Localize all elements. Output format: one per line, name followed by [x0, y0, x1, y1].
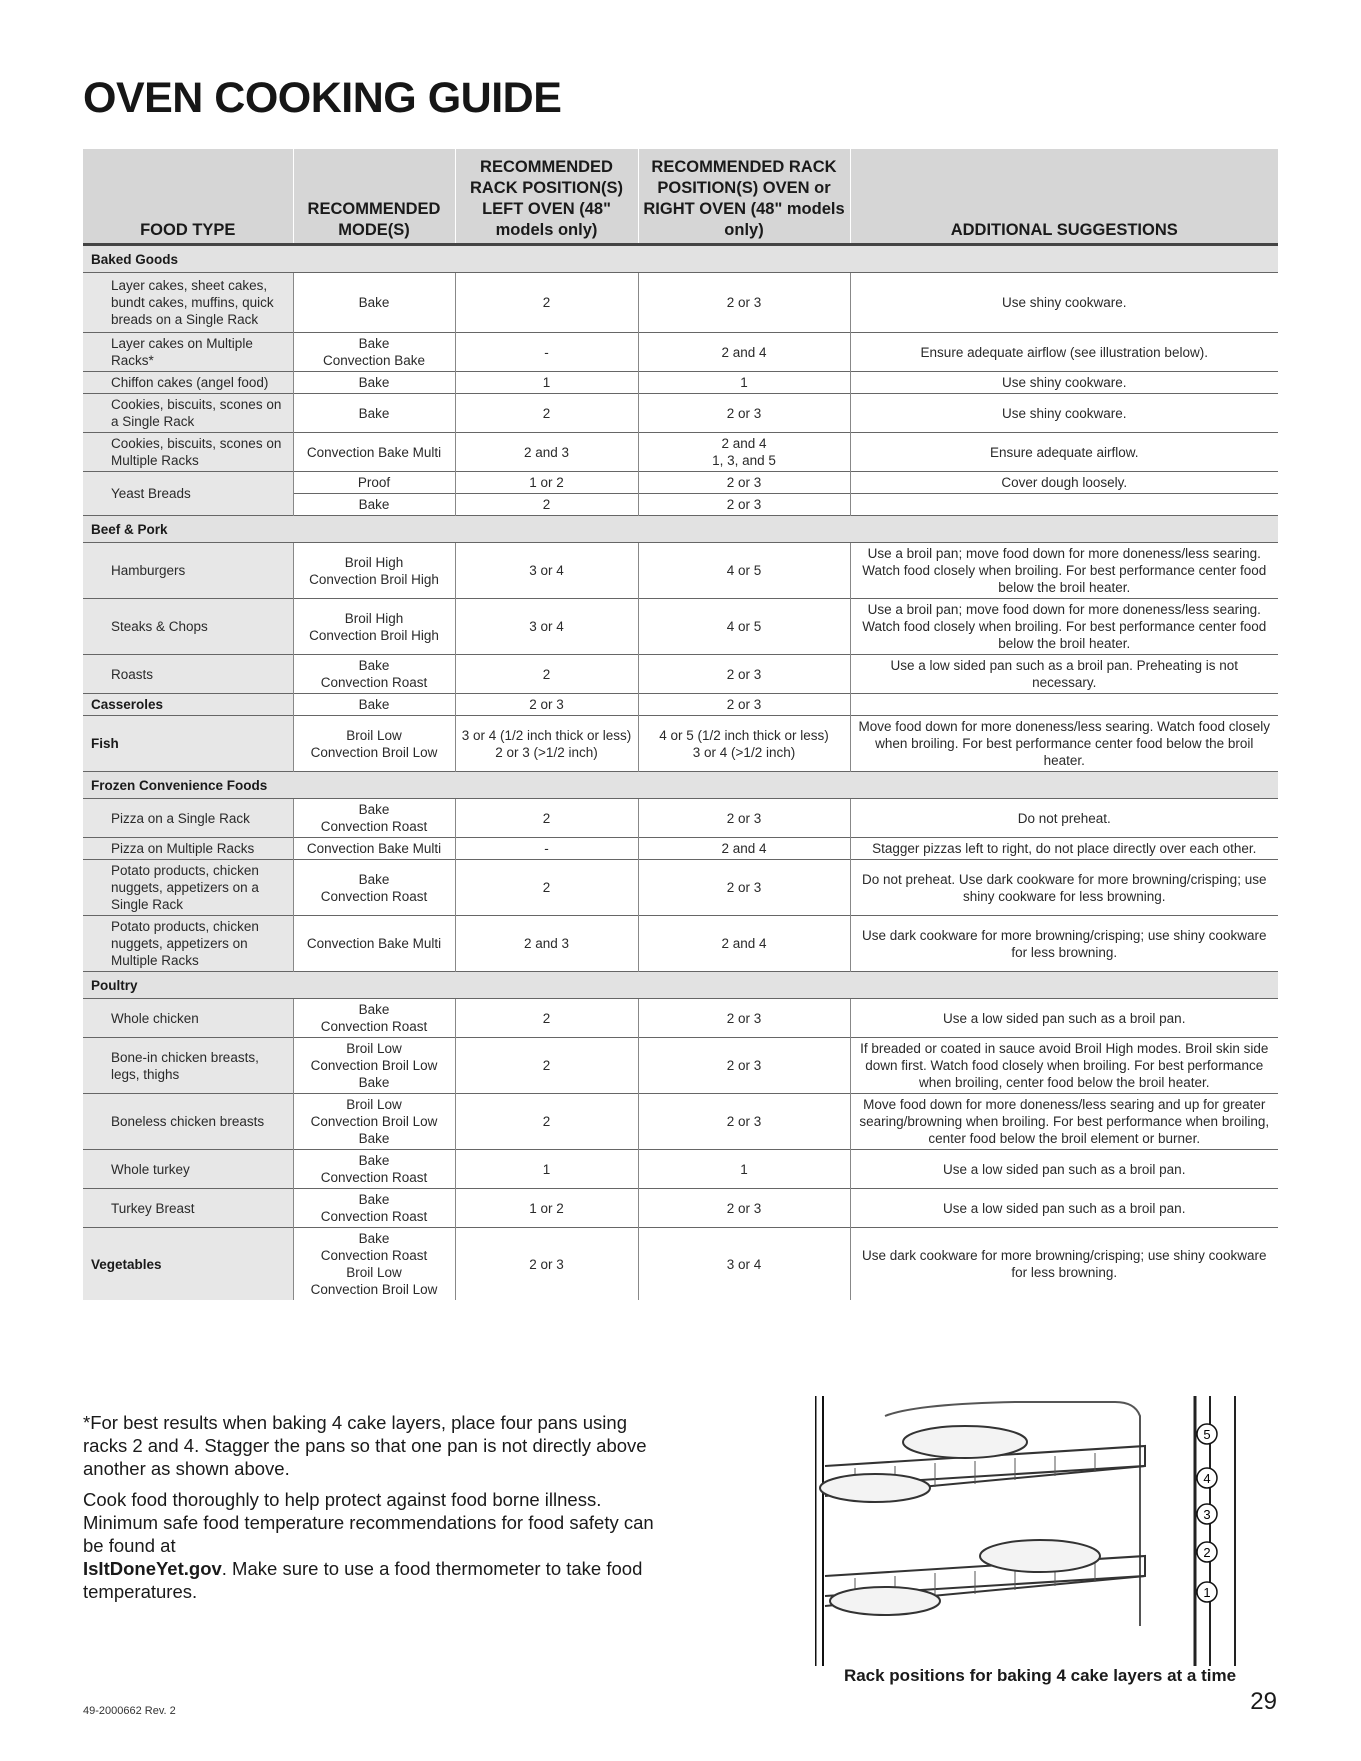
mode-cell: Bake [293, 372, 455, 394]
suggestion-cell: Use a broil pan; move food down for more doneness/less searing. Watch food closely when broiling. For best performance center food below the broil heater. [850, 599, 1278, 655]
suggestion-cell: Use dark cookware for more browning/crisping; use shiny cookware for less browning. [850, 916, 1278, 972]
rack-number-label: 5 [1203, 1427, 1211, 1442]
mode-cell: Broil Low Convection Broil Low Bake [293, 1094, 455, 1150]
mode-cell: Bake Convection Roast [293, 860, 455, 916]
food-type-cell: Casseroles [83, 694, 293, 716]
right-oven-cell: 2 or 3 [638, 494, 850, 516]
cooking-guide-table [83, 149, 1278, 1300]
suggestion-cell: Stagger pizzas left to right, do not place directly over each other. [850, 838, 1278, 860]
footnote-cake-layers: *For best results when baking 4 cake layers, place four pans using racks 2 and 4. Stagger the pans so that one pan is not directly above another as shown above. [83, 1412, 647, 1479]
table-row [83, 1094, 1278, 1150]
food-type-cell: Steaks & Chops [83, 599, 293, 655]
table-row [83, 694, 1278, 716]
left-oven-cell: 2 and 3 [455, 916, 638, 972]
right-oven-cell: 2 and 4 1, 3, and 5 [638, 433, 850, 472]
food-type-cell: Vegetables [83, 1228, 293, 1301]
mode-cell: Convection Bake Multi [293, 916, 455, 972]
left-oven-cell: 2 or 3 [455, 1228, 638, 1301]
mode-cell: Broil Low Convection Broil Low [293, 716, 455, 772]
table-row [83, 1228, 1278, 1301]
left-oven-cell: 2 [455, 799, 638, 838]
suggestion-cell: Cover dough loosely. [850, 472, 1278, 494]
left-oven-cell: - [455, 333, 638, 372]
suggestion-cell [850, 494, 1278, 516]
header-food-type: FOOD TYPE [83, 149, 293, 245]
page-title: OVEN COOKING GUIDE [83, 74, 562, 122]
rack-position-illustration [815, 1396, 1265, 1666]
food-type-cell: Pizza on Multiple Racks [83, 838, 293, 860]
food-type-cell: Bone-in chicken breasts, legs, thighs [83, 1038, 293, 1094]
footnote [83, 1411, 663, 1611]
rack-number-label: 1 [1203, 1585, 1211, 1600]
right-oven-cell: 4 or 5 [638, 543, 850, 599]
left-oven-cell: 2 and 3 [455, 433, 638, 472]
rack-number-label: 3 [1203, 1507, 1211, 1522]
right-oven-cell: 4 or 5 (1/2 inch thick or less) 3 or 4 (>1/2 inch) [638, 716, 850, 772]
table-row [83, 372, 1278, 394]
mode-cell: Bake Convection Bake [293, 333, 455, 372]
mode-cell: Proof [293, 472, 455, 494]
right-oven-cell: 2 or 3 [638, 655, 850, 694]
table-row [83, 916, 1278, 972]
right-oven-cell: 2 and 4 [638, 333, 850, 372]
suggestion-cell [850, 694, 1278, 716]
food-type-cell: Layer cakes on Multiple Racks* [83, 333, 293, 372]
footnote-food-safety: Cook food thoroughly to help protect against food borne illness. Minimum safe food temperature recommendations for food safety can be found at IsItDoneYet.gov. Make sure to use a food thermometer to take food temperatures. [83, 1489, 654, 1602]
category-row [83, 245, 1278, 273]
table-row [83, 273, 1278, 333]
food-type-cell: Cookies, biscuits, scones on Multiple Racks [83, 433, 293, 472]
left-oven-cell: 3 or 4 [455, 543, 638, 599]
table-row [83, 1189, 1278, 1228]
right-oven-cell: 2 or 3 [638, 694, 850, 716]
table-row [83, 433, 1278, 472]
mode-cell: Bake Convection Roast [293, 655, 455, 694]
suggestion-cell: Use shiny cookware. [850, 273, 1278, 333]
food-type-cell: Potato products, chicken nuggets, appetizers on Multiple Racks [83, 916, 293, 972]
suggestion-cell: Use a low sided pan such as a broil pan. [850, 1189, 1278, 1228]
mode-cell: Convection Bake Multi [293, 838, 455, 860]
left-oven-cell: 2 [455, 999, 638, 1038]
right-oven-cell: 2 and 4 [638, 838, 850, 860]
right-oven-cell: 2 or 3 [638, 999, 850, 1038]
rack-number-labels [1197, 1424, 1217, 1602]
mode-cell: Broil High Convection Broil High [293, 543, 455, 599]
right-oven-cell: 2 or 3 [638, 472, 850, 494]
table-row [83, 394, 1278, 433]
mode-cell: Bake Convection Roast [293, 1189, 455, 1228]
table-row [83, 543, 1278, 599]
right-oven-cell: 2 or 3 [638, 1094, 850, 1150]
mode-cell: Bake Convection Roast Broil Low Convection Broil Low [293, 1228, 455, 1301]
right-oven-cell: 1 [638, 1150, 850, 1189]
category-label: Beef & Pork [83, 516, 1278, 543]
rack-number-label: 4 [1203, 1471, 1211, 1486]
left-oven-cell: 1 [455, 372, 638, 394]
header-left-oven: RECOMMENDED RACK POSITION(S) LEFT OVEN (48" models only) [455, 149, 638, 245]
rack-number-label: 2 [1203, 1545, 1211, 1560]
header-right-oven: RECOMMENDED RACK POSITION(S) OVEN or RIGHT OVEN (48" models only) [638, 149, 850, 245]
food-type-cell: Cookies, biscuits, scones on a Single Rack [83, 394, 293, 433]
right-oven-cell: 2 and 4 [638, 916, 850, 972]
mode-cell: Bake [293, 694, 455, 716]
mode-cell: Bake [293, 273, 455, 333]
food-type-cell: Pizza on a Single Rack [83, 799, 293, 838]
right-oven-cell: 1 [638, 372, 850, 394]
mode-cell: Bake [293, 494, 455, 516]
suggestion-cell: Use dark cookware for more browning/crisping; use shiny cookware for less browning. [850, 1228, 1278, 1301]
right-oven-cell: 2 or 3 [638, 1189, 850, 1228]
suggestion-cell: Do not preheat. Use dark cookware for more browning/crisping; use shiny cookware for less browning. [850, 860, 1278, 916]
table-row [83, 655, 1278, 694]
left-oven-cell: 2 [455, 494, 638, 516]
header-mode: RECOMMENDED MODE(S) [293, 149, 455, 245]
table-row [83, 1038, 1278, 1094]
right-oven-cell: 2 or 3 [638, 273, 850, 333]
table-row [83, 599, 1278, 655]
mode-cell: Bake [293, 394, 455, 433]
right-oven-cell: 2 or 3 [638, 799, 850, 838]
food-type-cell: Whole turkey [83, 1150, 293, 1189]
table-body [83, 245, 1278, 1301]
table-row [83, 838, 1278, 860]
left-oven-cell: 2 [455, 394, 638, 433]
food-type-cell: Turkey Breast [83, 1189, 293, 1228]
right-oven-cell: 4 or 5 [638, 599, 850, 655]
food-type-cell: Whole chicken [83, 999, 293, 1038]
mode-cell: Broil Low Convection Broil Low Bake [293, 1038, 455, 1094]
suggestion-cell: Do not preheat. [850, 799, 1278, 838]
category-label: Poultry [83, 972, 1278, 999]
illustration-caption: Rack positions for baking 4 cake layers at a time [843, 1666, 1237, 1685]
category-row [83, 772, 1278, 799]
food-type-cell: Potato products, chicken nuggets, appetizers on a Single Rack [83, 860, 293, 916]
table-row [83, 799, 1278, 838]
left-oven-cell: 2 [455, 1038, 638, 1094]
mode-cell: Bake Convection Roast [293, 999, 455, 1038]
suggestion-cell: Use a broil pan; move food down for more doneness/less searing. Watch food closely when broiling. For best performance center food below the broil heater. [850, 543, 1278, 599]
table-row [83, 999, 1278, 1038]
mode-cell: Bake Convection Roast [293, 1150, 455, 1189]
right-oven-cell: 2 or 3 [638, 860, 850, 916]
left-oven-cell: 1 [455, 1150, 638, 1189]
table-header-row [83, 149, 1278, 245]
suggestion-cell: Ensure adequate airflow. [850, 433, 1278, 472]
mode-cell: Bake Convection Roast [293, 799, 455, 838]
left-oven-cell: 1 or 2 [455, 1189, 638, 1228]
suggestion-cell: If breaded or coated in sauce avoid Broil High modes. Broil skin side down first. Watch food closely when broiling. For best performance when broiling, center food below the broil heater. [850, 1038, 1278, 1094]
suggestion-cell: Ensure adequate airflow (see illustration below). [850, 333, 1278, 372]
right-oven-cell: 2 or 3 [638, 394, 850, 433]
document-number: 49-2000662 Rev. 2 [83, 1705, 176, 1717]
left-oven-cell: 2 [455, 860, 638, 916]
mode-cell: Convection Bake Multi [293, 433, 455, 472]
table-row [83, 1150, 1278, 1189]
left-oven-cell: 2 [455, 1094, 638, 1150]
category-label: Baked Goods [83, 245, 1278, 273]
food-type-cell: Chiffon cakes (angel food) [83, 372, 293, 394]
category-row [83, 516, 1278, 543]
left-oven-cell: 2 [455, 655, 638, 694]
header-suggestions: ADDITIONAL SUGGESTIONS [850, 149, 1278, 245]
food-type-cell: Yeast Breads [83, 472, 293, 516]
food-type-cell: Hamburgers [83, 543, 293, 599]
suggestion-cell: Move food down for more doneness/less searing and up for greater searing/browning when broiling. For best performance when broiling, center food below the broil element or burner. [850, 1094, 1278, 1150]
right-oven-cell: 3 or 4 [638, 1228, 850, 1301]
right-oven-cell: 2 or 3 [638, 1038, 850, 1094]
suggestion-cell: Use a low sided pan such as a broil pan. [850, 999, 1278, 1038]
left-oven-cell: 3 or 4 [455, 599, 638, 655]
suggestion-cell: Use a low sided pan such as a broil pan. [850, 1150, 1278, 1189]
category-row [83, 972, 1278, 999]
food-safety-link[interactable]: IsItDoneYet.gov [83, 1558, 222, 1579]
suggestion-cell: Use shiny cookware. [850, 372, 1278, 394]
food-type-cell: Boneless chicken breasts [83, 1094, 293, 1150]
left-oven-cell: 2 or 3 [455, 694, 638, 716]
left-oven-cell: 1 or 2 [455, 472, 638, 494]
food-type-cell: Layer cakes, sheet cakes, bundt cakes, muffins, quick breads on a Single Rack [83, 273, 293, 333]
page-number: 29 [1250, 1688, 1277, 1715]
suggestion-cell: Move food down for more doneness/less searing. Watch food closely when broiling. For best performance center food below the broil heater. [850, 716, 1278, 772]
left-oven-cell: - [455, 838, 638, 860]
left-oven-cell: 3 or 4 (1/2 inch thick or less) 2 or 3 (>1/2 inch) [455, 716, 638, 772]
food-type-cell: Roasts [83, 655, 293, 694]
table-row [83, 716, 1278, 772]
table-row [83, 472, 1278, 494]
suggestion-cell: Use a low sided pan such as a broil pan. Preheating is not necessary. [850, 655, 1278, 694]
category-label: Frozen Convenience Foods [83, 772, 1278, 799]
suggestion-cell: Use shiny cookware. [850, 394, 1278, 433]
table-row [83, 333, 1278, 372]
table-row [83, 860, 1278, 916]
food-type-cell: Fish [83, 716, 293, 772]
left-oven-cell: 2 [455, 273, 638, 333]
mode-cell: Broil High Convection Broil High [293, 599, 455, 655]
